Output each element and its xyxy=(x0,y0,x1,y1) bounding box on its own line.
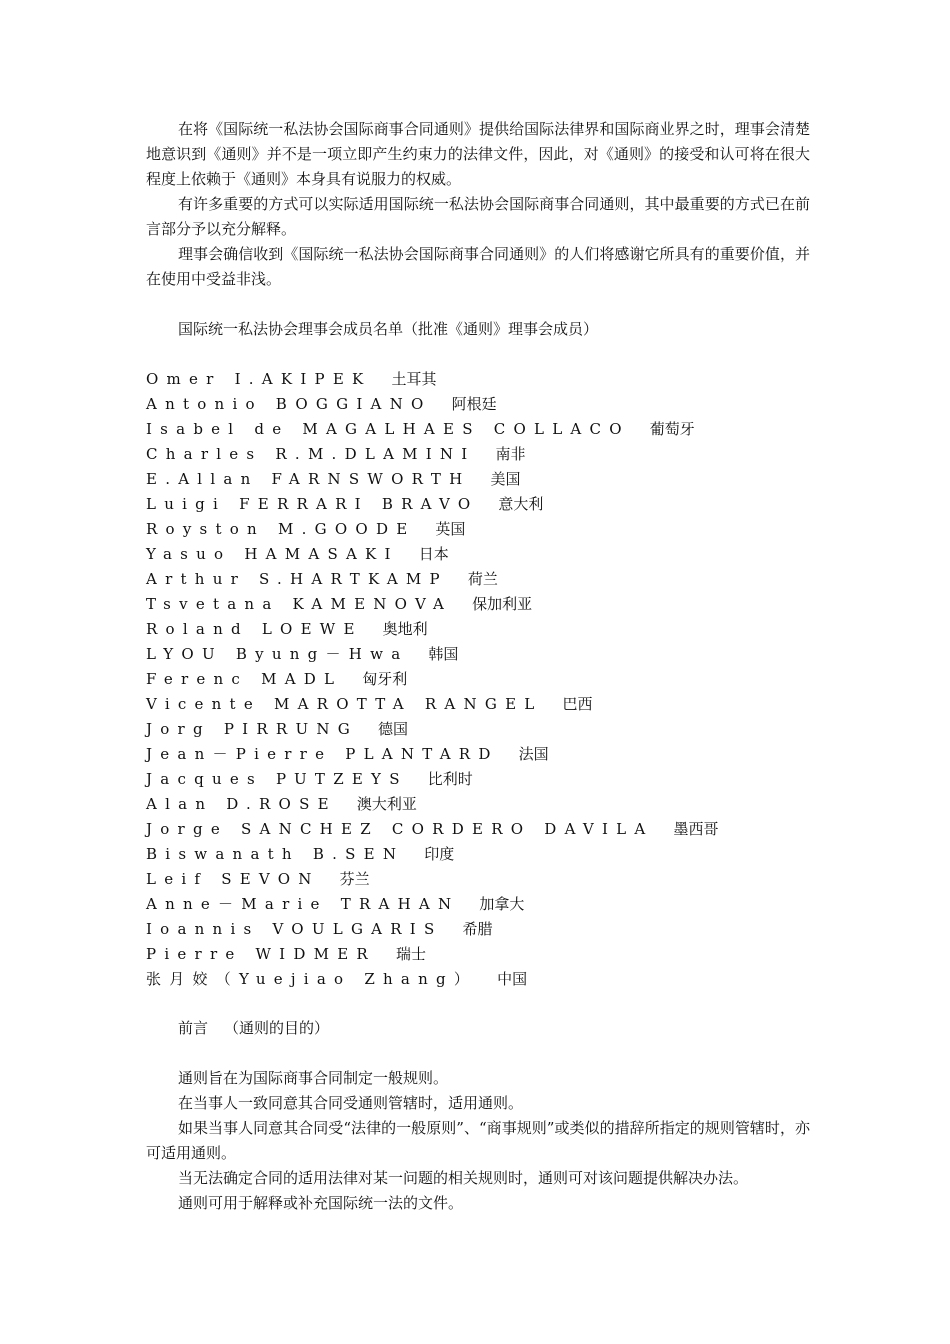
member-list xyxy=(146,367,810,992)
preface-heading xyxy=(146,1016,810,1041)
member-name: Omer I.AKIPEK xyxy=(146,370,372,388)
member-row xyxy=(146,392,810,417)
member-row xyxy=(146,567,810,592)
member-country: 中国 xyxy=(497,970,528,988)
preface-paragraph-2: 在当事人一致同意其合同受通则管辖时，适用通则。 xyxy=(178,1094,524,1112)
member-country: 南非 xyxy=(495,445,526,463)
preface-paragraph-5: 通则可用于解释或补充国际统一法的文件。 xyxy=(178,1194,464,1212)
member-name: Jacques PUTZEYS xyxy=(146,770,408,788)
member-name: Arthur S.HARTKAMP xyxy=(146,570,448,588)
document-page xyxy=(146,117,810,1216)
member-name: Isabel de MAGALHAES COLLACO xyxy=(146,420,630,438)
member-row xyxy=(146,367,810,392)
member-country: 芬兰 xyxy=(339,870,370,888)
member-name: Royston M.GOODE xyxy=(146,520,416,538)
member-country: 日本 xyxy=(418,545,449,563)
member-country: 加拿大 xyxy=(479,895,525,913)
member-country: 美国 xyxy=(490,470,521,488)
member-country: 荷兰 xyxy=(467,570,498,588)
member-row xyxy=(146,467,810,492)
member-name: E.Allan FARNSWORTH xyxy=(146,470,471,488)
member-row xyxy=(146,417,810,442)
member-country: 保加利亚 xyxy=(472,595,533,613)
member-row xyxy=(146,542,810,567)
member-name: Jean－Pierre PLANTARD xyxy=(146,745,499,763)
member-row xyxy=(146,842,810,867)
member-name: Roland LOEWE xyxy=(146,620,363,638)
member-country: 阿根廷 xyxy=(451,395,497,413)
member-country: 希腊 xyxy=(462,920,493,938)
member-row xyxy=(146,442,810,467)
member-row xyxy=(146,667,810,692)
member-row xyxy=(146,942,810,967)
member-country: 韩国 xyxy=(428,645,459,663)
member-row xyxy=(146,792,810,817)
member-row xyxy=(146,767,810,792)
member-name: Jorge SANCHEZ CORDERO DAVILA xyxy=(146,820,654,838)
member-row xyxy=(146,492,810,517)
member-name: Pierre WIDMER xyxy=(146,945,376,963)
member-country: 巴西 xyxy=(562,695,593,713)
members-heading: 国际统一私法协会理事会成员名单（批准《通则》理事会成员） xyxy=(178,320,599,338)
member-name: Vicente MAROTTA RANGEL xyxy=(146,695,543,713)
intro-paragraph-1: 在将《国际统一私法协会国际商事合同通则》提供给国际法律界和国际商业界之时，理事会清楚地意识到《通则》并不是一项立即产生约束力的法律文件，因此，对《通则》的接受和认可将在很大程度上依赖于《通则》本身具有说服力的权威。 xyxy=(146,120,810,188)
preface-paragraph-4: 当无法确定合同的适用法律对某一问题的相关规则时，通则可对该问题提供解决办法。 xyxy=(178,1169,749,1187)
member-country: 土耳其 xyxy=(391,370,437,388)
preface-subtitle: （通则的目的） xyxy=(224,1019,330,1037)
member-name: Charles R.M.DLAMINI xyxy=(146,445,476,463)
member-name: Jorg PIRRUNG xyxy=(146,720,358,738)
member-row xyxy=(146,892,810,917)
member-country: 比利时 xyxy=(427,770,473,788)
member-country: 德国 xyxy=(377,720,408,738)
intro-paragraph-2: 有许多重要的方式可以实际适用国际统一私法协会国际商事合同通则，其中最重要的方式已在前言部分予以充分解释。 xyxy=(146,195,810,238)
member-name: Ferenc MADL xyxy=(146,670,343,688)
member-name: Anne－Marie TRAHAN xyxy=(146,895,460,913)
member-name: Luigi FERRARI BRAVO xyxy=(146,495,479,513)
member-row xyxy=(146,867,810,892)
member-country: 英国 xyxy=(435,520,466,538)
member-row xyxy=(146,617,810,642)
member-name: Tsvetana KAMENOVA xyxy=(146,595,453,613)
member-country: 印度 xyxy=(424,845,455,863)
member-country: 葡萄牙 xyxy=(649,420,695,438)
member-country: 奥地利 xyxy=(382,620,428,638)
member-country: 瑞士 xyxy=(395,945,426,963)
member-row xyxy=(146,642,810,667)
member-country: 澳大利亚 xyxy=(356,795,417,813)
member-row xyxy=(146,692,810,717)
member-name: Antonio BOGGIANO xyxy=(146,395,432,413)
member-name: Alan D.ROSE xyxy=(146,795,337,813)
member-row xyxy=(146,917,810,942)
member-name: Biswanath B.SEN xyxy=(146,845,405,863)
member-name: Leif SEVON xyxy=(146,870,320,888)
member-row xyxy=(146,967,810,992)
member-country: 法国 xyxy=(518,745,549,763)
member-name: LYOU Byung－Hwa xyxy=(146,645,409,663)
preface-title: 前言 xyxy=(178,1019,209,1037)
member-country: 意大利 xyxy=(498,495,544,513)
member-name: Ioannis VOULGARIS xyxy=(146,920,443,938)
preface-paragraph-3: 如果当事人同意其合同受“法律的一般原则”、“商事规则”或类似的措辞所指定的规则管辖时，亦可适用通则。 xyxy=(146,1119,810,1162)
member-name: 张月姣（Yuejiao Zhang） xyxy=(146,970,478,988)
member-row xyxy=(146,717,810,742)
intro-paragraph-3: 理事会确信收到《国际统一私法协会国际商事合同通则》的人们将感谢它所具有的重要价值，并在使用中受益非浅。 xyxy=(146,245,810,288)
member-row xyxy=(146,592,810,617)
preface-paragraph-1: 通则旨在为国际商事合同制定一般规则。 xyxy=(178,1069,449,1087)
member-country: 墨西哥 xyxy=(673,820,719,838)
member-country: 匈牙利 xyxy=(362,670,408,688)
member-name: Yasuo HAMASAKI xyxy=(146,545,399,563)
member-row xyxy=(146,742,810,767)
member-row xyxy=(146,817,810,842)
member-row xyxy=(146,517,810,542)
